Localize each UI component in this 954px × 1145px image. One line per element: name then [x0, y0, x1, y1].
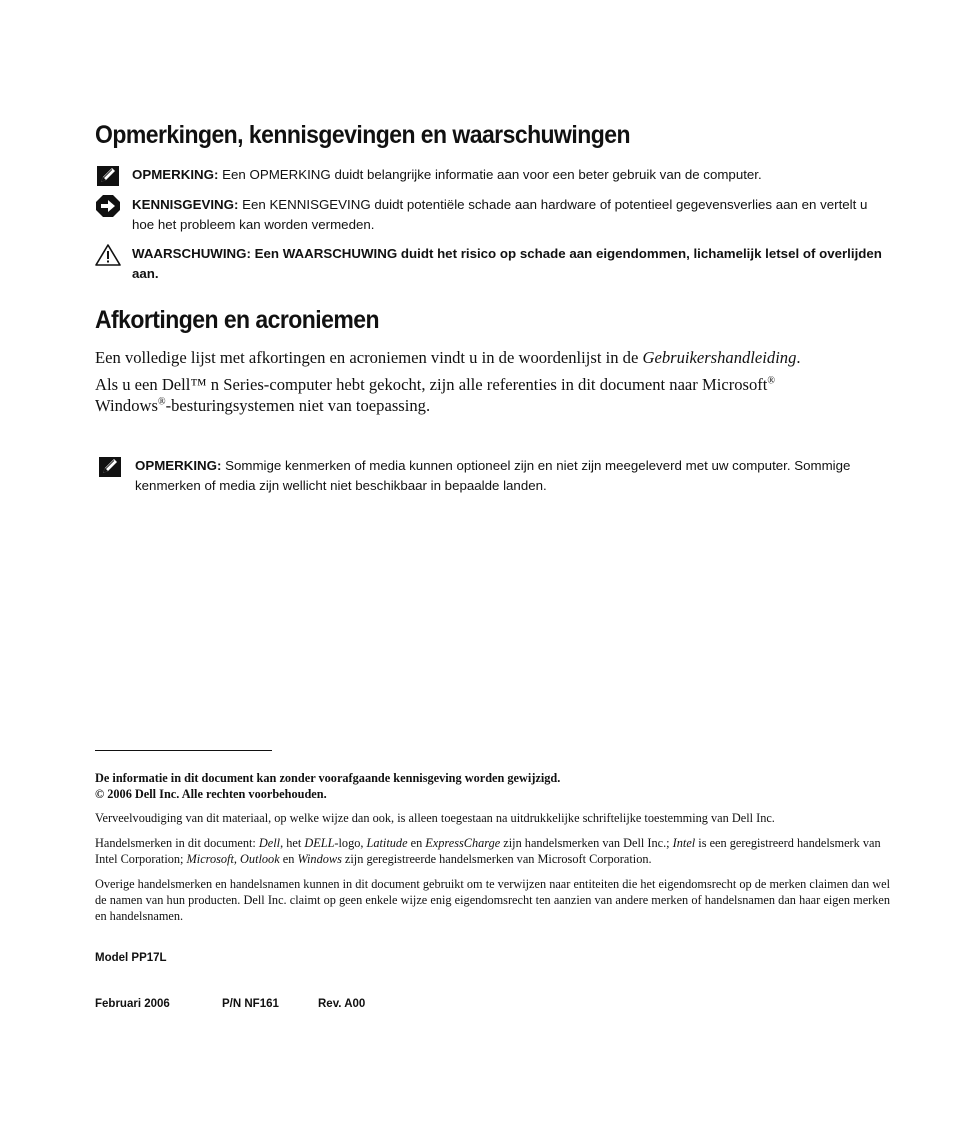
tm-windows: Windows — [297, 852, 342, 866]
notice-icon — [95, 195, 121, 217]
section-title-notes: Opmerkingen, kennisgevingen en waarschuwingen — [95, 121, 630, 149]
tm-dell: Dell — [258, 836, 281, 850]
note-body: Een OPMERKING duidt belangrijke informatie aan voor een beter gebruik van de computer. — [218, 167, 762, 182]
media-note-body: Sommige kenmerken of media kunnen optioneel zijn en niet zijn meegeleverd met uw computer. Sommige kenmerken of media zijn wellicht niet beschikbaar in bepaalde landen. — [135, 458, 851, 493]
footnote-divider — [95, 750, 272, 751]
note-block — [95, 165, 885, 185]
media-note-label: OPMERKING: — [135, 458, 222, 473]
tm-latitude: Latitude — [366, 836, 408, 850]
copyright-line: © 2006 Dell Inc. Alle rechten voorbehouden. — [95, 787, 327, 801]
para1-end: . — [796, 348, 801, 367]
guide-title: Gebruikershandleiding — [642, 348, 797, 367]
model-number: Model PP17L — [95, 952, 167, 964]
note-icon — [97, 456, 123, 478]
other-trademarks-notice: Overige handelsmerken en handelsnamen kunnen in dit document gebruikt om te verwijzen naar entiteiten die het eigendomsrecht op de merken claimen dan wel de namen van hun producten. Dell Inc. claimt op geen enkele wijze enig eigendomsrecht ten aanzien van andere merken of handelsnamen dan haar eigen merken en handelsnamen. — [95, 877, 890, 923]
tm-expresscharge: ExpressCharge — [425, 836, 501, 850]
tm-text: Handelsmerken in dit document: — [95, 836, 259, 850]
tm-text: zijn handelsmerken van Dell Inc.; — [500, 836, 673, 850]
para1-text: Een volledige lijst met afkortingen en acroniemen vindt u in de woordenlijst in de — [95, 348, 643, 367]
revision: Rev. A00 — [318, 998, 366, 1010]
para2-text-b: Windows — [95, 396, 158, 415]
para2-text-a: Als u een Dell™ n Series-computer hebt gekocht, zijn alle referenties in dit document naar Microsoft — [95, 375, 768, 394]
n-series-paragraph — [95, 374, 865, 416]
note-text — [132, 165, 885, 185]
warning-body: Een WAARSCHUWING duidt het risico op schade aan eigendommen, lichamelijk letsel of overlijden aan. — [132, 246, 882, 281]
registered-mark: ® — [767, 375, 776, 387]
legal-notice — [95, 770, 890, 802]
tm-text: en — [279, 852, 298, 866]
warning-text — [132, 244, 885, 284]
tm-text: -logo, — [334, 836, 367, 850]
para2-text-c: -besturingsystemen niet van toepassing. — [165, 396, 431, 415]
tm-text: en — [407, 836, 426, 850]
notice-block — [95, 195, 885, 235]
tm-text: zijn geregistreerde handelsmerken van Microsoft Corporation. — [341, 852, 652, 866]
registered-mark: ® — [157, 396, 166, 408]
reproduction-notice: Verveelvoudiging van dit materiaal, op welke wijze dan ook, is alleen toegestaan na uitdrukkelijke schriftelijke toestemming van Dell Inc. — [95, 811, 775, 825]
media-note-text — [135, 456, 887, 496]
note-label: OPMERKING: — [132, 167, 219, 182]
tm-text: , het — [280, 836, 305, 850]
warning-block — [95, 244, 885, 284]
notice-body: Een KENNISGEVING duidt potentiële schade aan hardware of potentieel gegevensverlies aan en vertelt u hoe het probleem kan worden vermeden. — [132, 197, 868, 232]
warning-label: WAARSCHUWING: — [132, 246, 251, 261]
notice-label: KENNISGEVING: — [132, 197, 239, 212]
tm-microsoft-outlook: Microsoft, Outlook — [186, 852, 280, 866]
notice-text — [132, 195, 885, 235]
legal-change-notice: De informatie in dit document kan zonder voorafgaande kennisgeving worden gewijzigd. — [95, 771, 561, 785]
tm-intel: Intel — [672, 836, 696, 850]
note-icon — [95, 165, 121, 187]
publication-date: Februari 2006 — [95, 998, 170, 1010]
tm-text: is een geregistreerd handelsmerk van Intel Corporation; — [95, 836, 881, 866]
tm-dell-logo: DELL — [304, 836, 335, 850]
note-block-media — [97, 456, 887, 496]
warning-icon — [95, 244, 121, 266]
section-title-abbreviations: Afkortingen en acroniemen — [95, 306, 379, 334]
trademarks-notice — [95, 835, 890, 867]
abbreviations-paragraph — [95, 347, 865, 368]
part-number: P/N NF161 — [222, 998, 279, 1010]
